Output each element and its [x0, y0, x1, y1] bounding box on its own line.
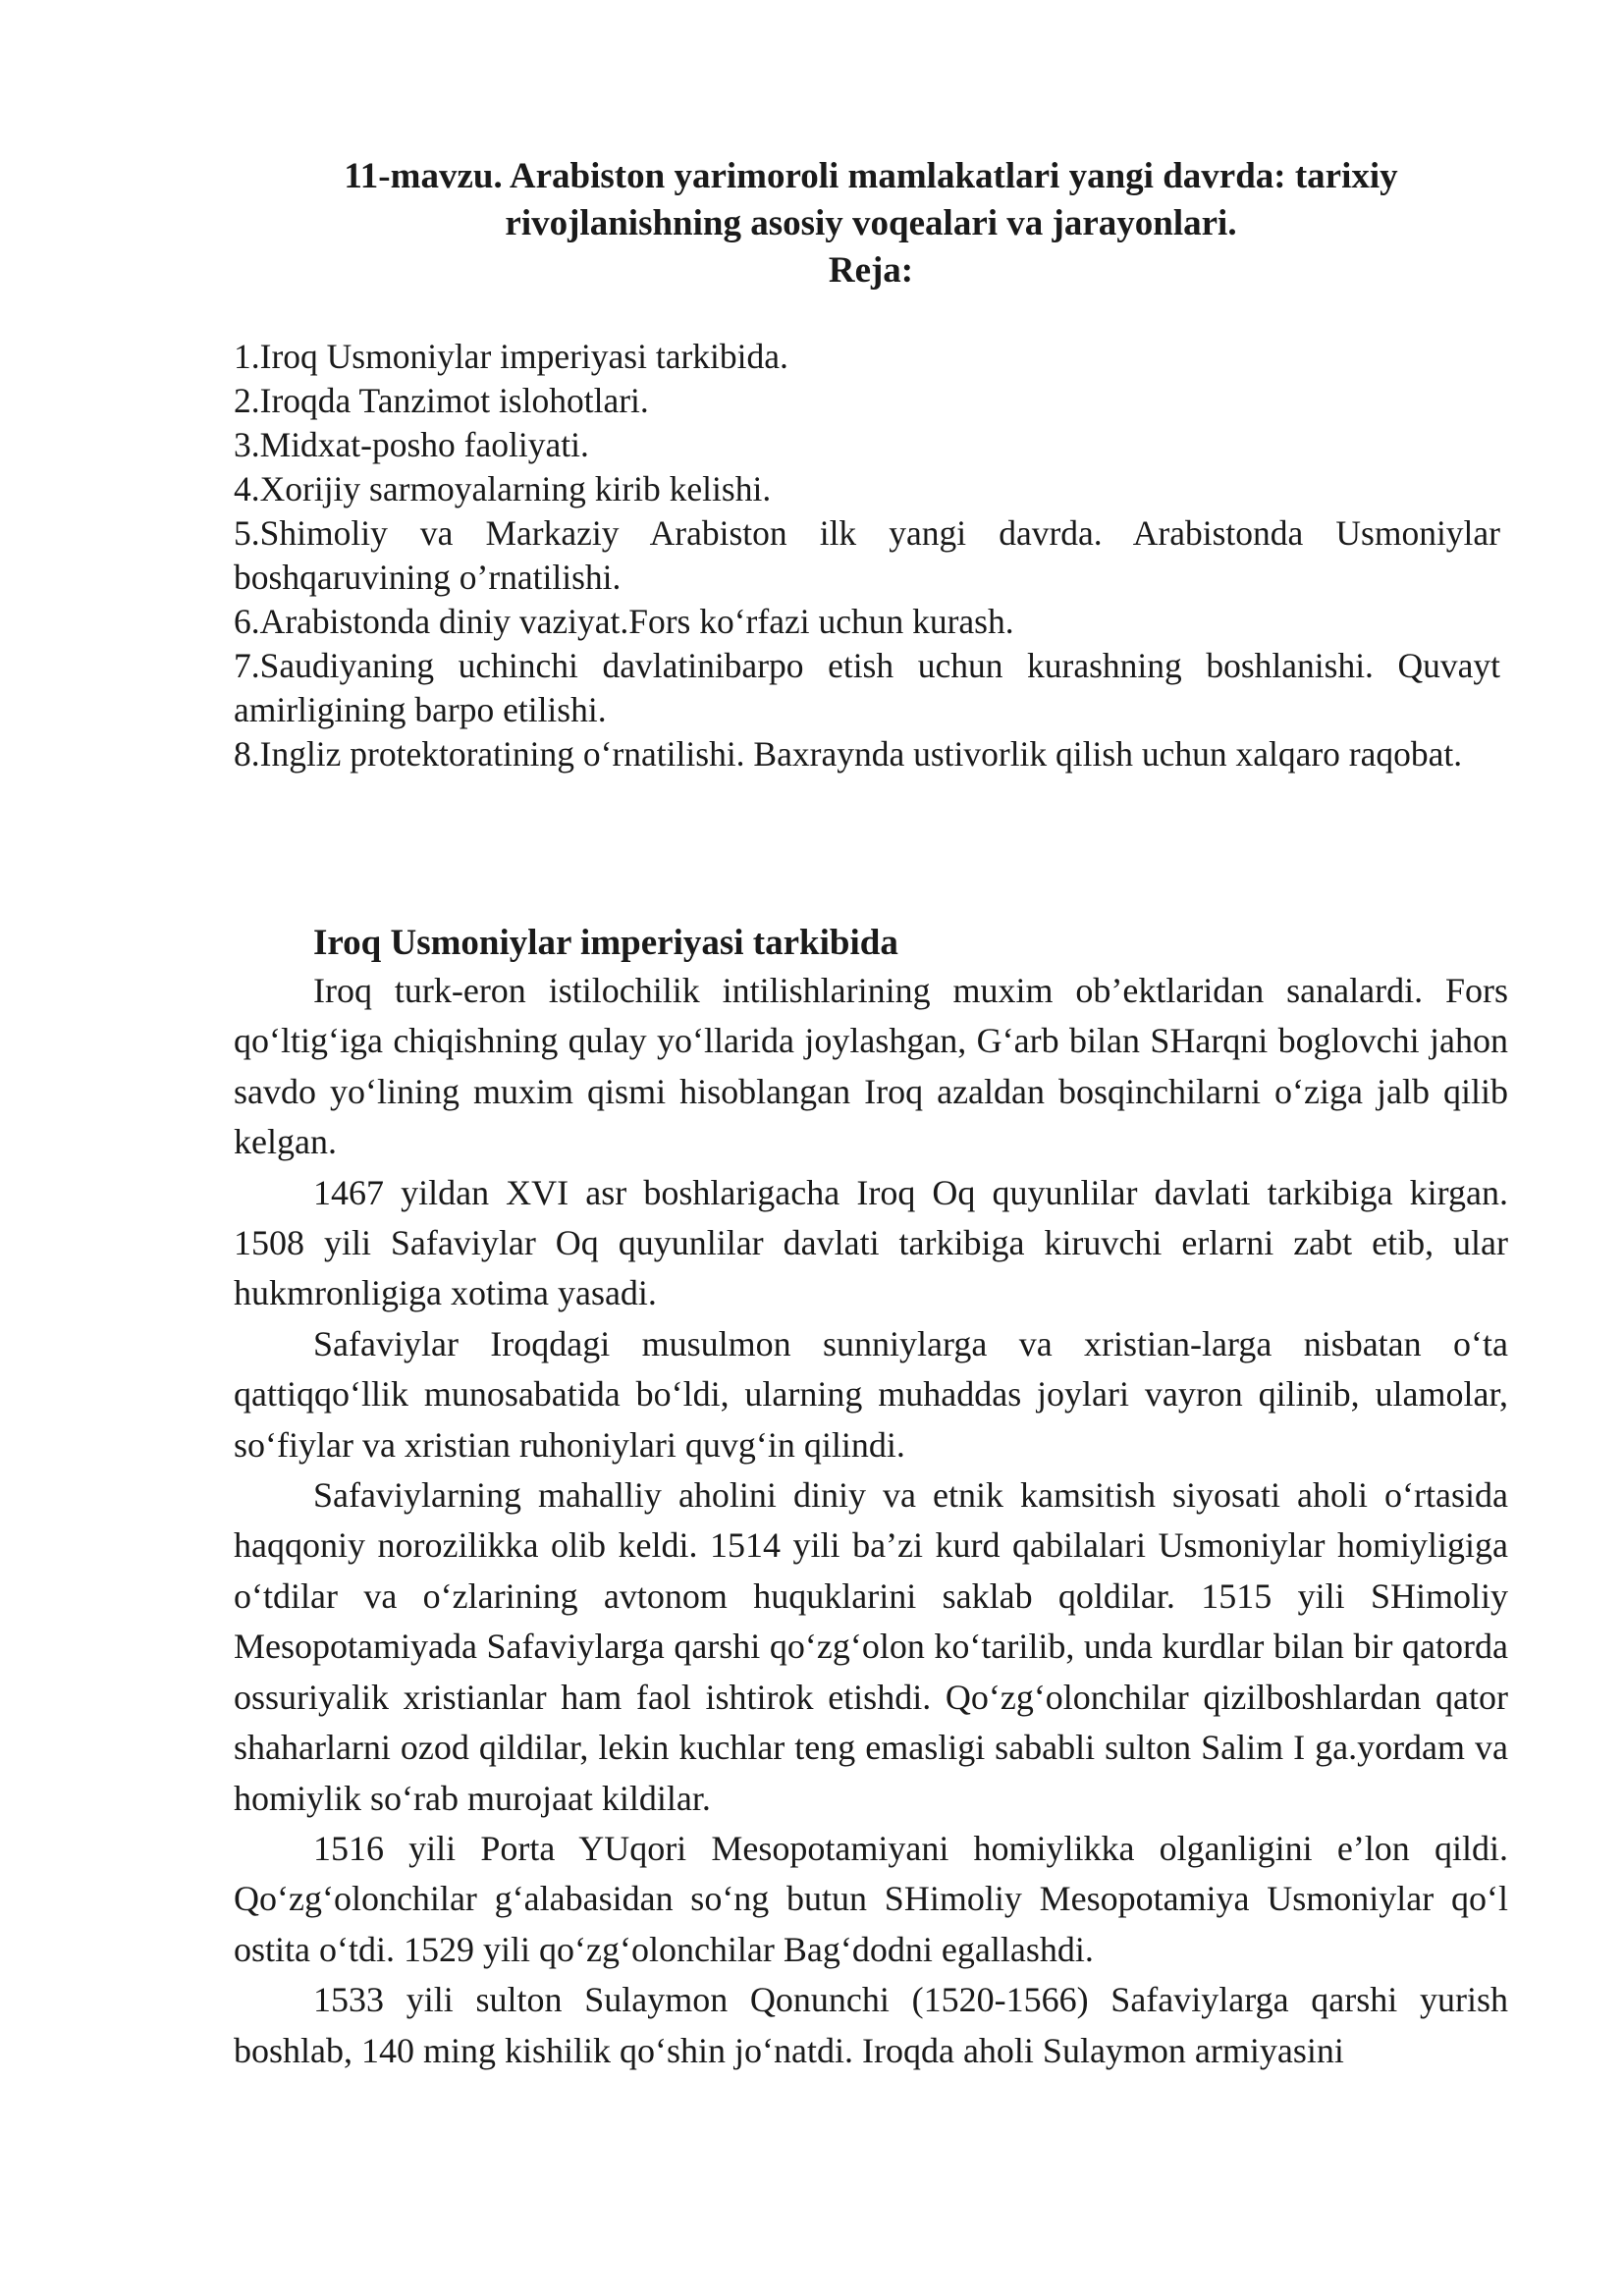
- paragraph: Iroq turk-eron istilochilik intilishlarining muxim ob’ektlaridan sanalardi. Fors qo‘ltig‘iga chiqishning qulay yo‘llarida joylashgan, G‘arb bilan SHarqni boglovchi jahon savdo yo‘lining muxim qismi hisoblangan Iroq azaldan bosqinchilarni o‘ziga jalb qilib kelgan.: [234, 971, 1508, 1162]
- plan-item: 4.Xorijiy sarmoyalarning kirib kelishi.: [234, 469, 772, 508]
- paragraph: Safaviylarning mahalliy aholini diniy va etnik kamsitish siyosati aholi o‘rtasida haqqoniy norozilikka olib keldi. 1514 yili ba’zi kurd qabilalari Usmoniylar homiyligiga o‘tdilar va o‘zlarining avtonom huquklarini saklab qoldilar. 1515 yili SHimoliy Mesopotamiyada Safaviylarga qarshi qo‘zg‘olon ko‘tarilib, unda kurdlar bilan bir qatorda ossuriyalik xristianlar ham faol ishtirok etishdi. Qo‘zg‘olonchilar qizilboshlardan qator shaharlarni ozod qildilar, lekin kuchlar teng emasligi sababli sulton Salim I ga.yordam va homiylik so‘rab murojaat kildilar.: [234, 1475, 1508, 1818]
- plan-heading: Reja:: [828, 250, 914, 291]
- paragraph: Safaviylar Iroqdagi musulmon sunniylarga va xristian-larga nisbatan o‘ta qattiqqo‘llik munosabatida bo‘ldi, ularning muhaddas joylari vayron qilinib, ulamolar, so‘fiylar va xristian ruhoniylari quvg‘in qilindi.: [234, 1323, 1508, 1465]
- plan-item: 1.Iroq Usmoniylar imperiyasi tarkibida.: [234, 337, 788, 376]
- paragraph: 1533 yili sulton Sulaymon Qonunchi (1520-1566) Safaviylarga qarshi yurish boshlab, 140 ming kishilik qo‘shin jo‘natdi. Iroqda aholi Sulaymon armiyasini: [234, 1980, 1508, 2070]
- title-line-2: rivojlanishning asosiy voqealari va jarayonlari.: [505, 203, 1237, 243]
- document-title: [234, 153, 1508, 294]
- plan-item: 8.Ingliz protektoratining o‘rnatilishi. Baxraynda ustivorlik qilish uchun xalqaro raqobat.: [234, 734, 1463, 774]
- title-line-1: 11-mavzu. Arabiston yarimoroli mamlakatlari yangi davrda: tarixiy: [344, 156, 1398, 196]
- plan-item: 3.Midxat-posho faoliyati.: [234, 425, 589, 464]
- paragraph: 1516 yili Porta YUqori Mesopotamiyani homiylikka olganligini e’lon qildi. Qo‘zg‘olonchilar g‘alabasidan so‘ng butun SHimoliy Mesopotamiya Usmoniylar qo‘l ostita o‘tdi. 1529 yili qo‘zg‘olonchilar Bag‘dodni egallashdi.: [234, 1828, 1508, 1969]
- document-page: [234, 0, 1508, 2296]
- plan-item: 2.Iroqda Tanzimot islohotlari.: [234, 381, 649, 420]
- body-text: [234, 966, 1508, 2076]
- plan-item: 7.Saudiyaning uchinchi davlatinibarpo etish uchun kurashning boshlanishi. Quvayt amirligining barpo etilishi.: [234, 646, 1500, 729]
- plan-item: 5.Shimoliy va Markaziy Arabiston ilk yangi davrda. Arabistonda Usmoniylar boshqaruvining o’rnatilishi.: [234, 513, 1500, 597]
- plan-list: [234, 335, 1500, 776]
- section-heading: Iroq Usmoniylar imperiyasi tarkibida: [313, 923, 898, 963]
- plan-item: 6.Arabistonda diniy vaziyat.Fors ko‘rfazi uchun kurash.: [234, 602, 1014, 641]
- paragraph: 1467 yildan XVI asr boshlarigacha Iroq Oq quyunlilar davlati tarkibiga kirgan. 1508 yili Safaviylar Oq quyunlilar davlati tarkibiga kiruvchi erlarni zabt etib, ular hukmronligiga xotima yasadi.: [234, 1172, 1508, 1313]
